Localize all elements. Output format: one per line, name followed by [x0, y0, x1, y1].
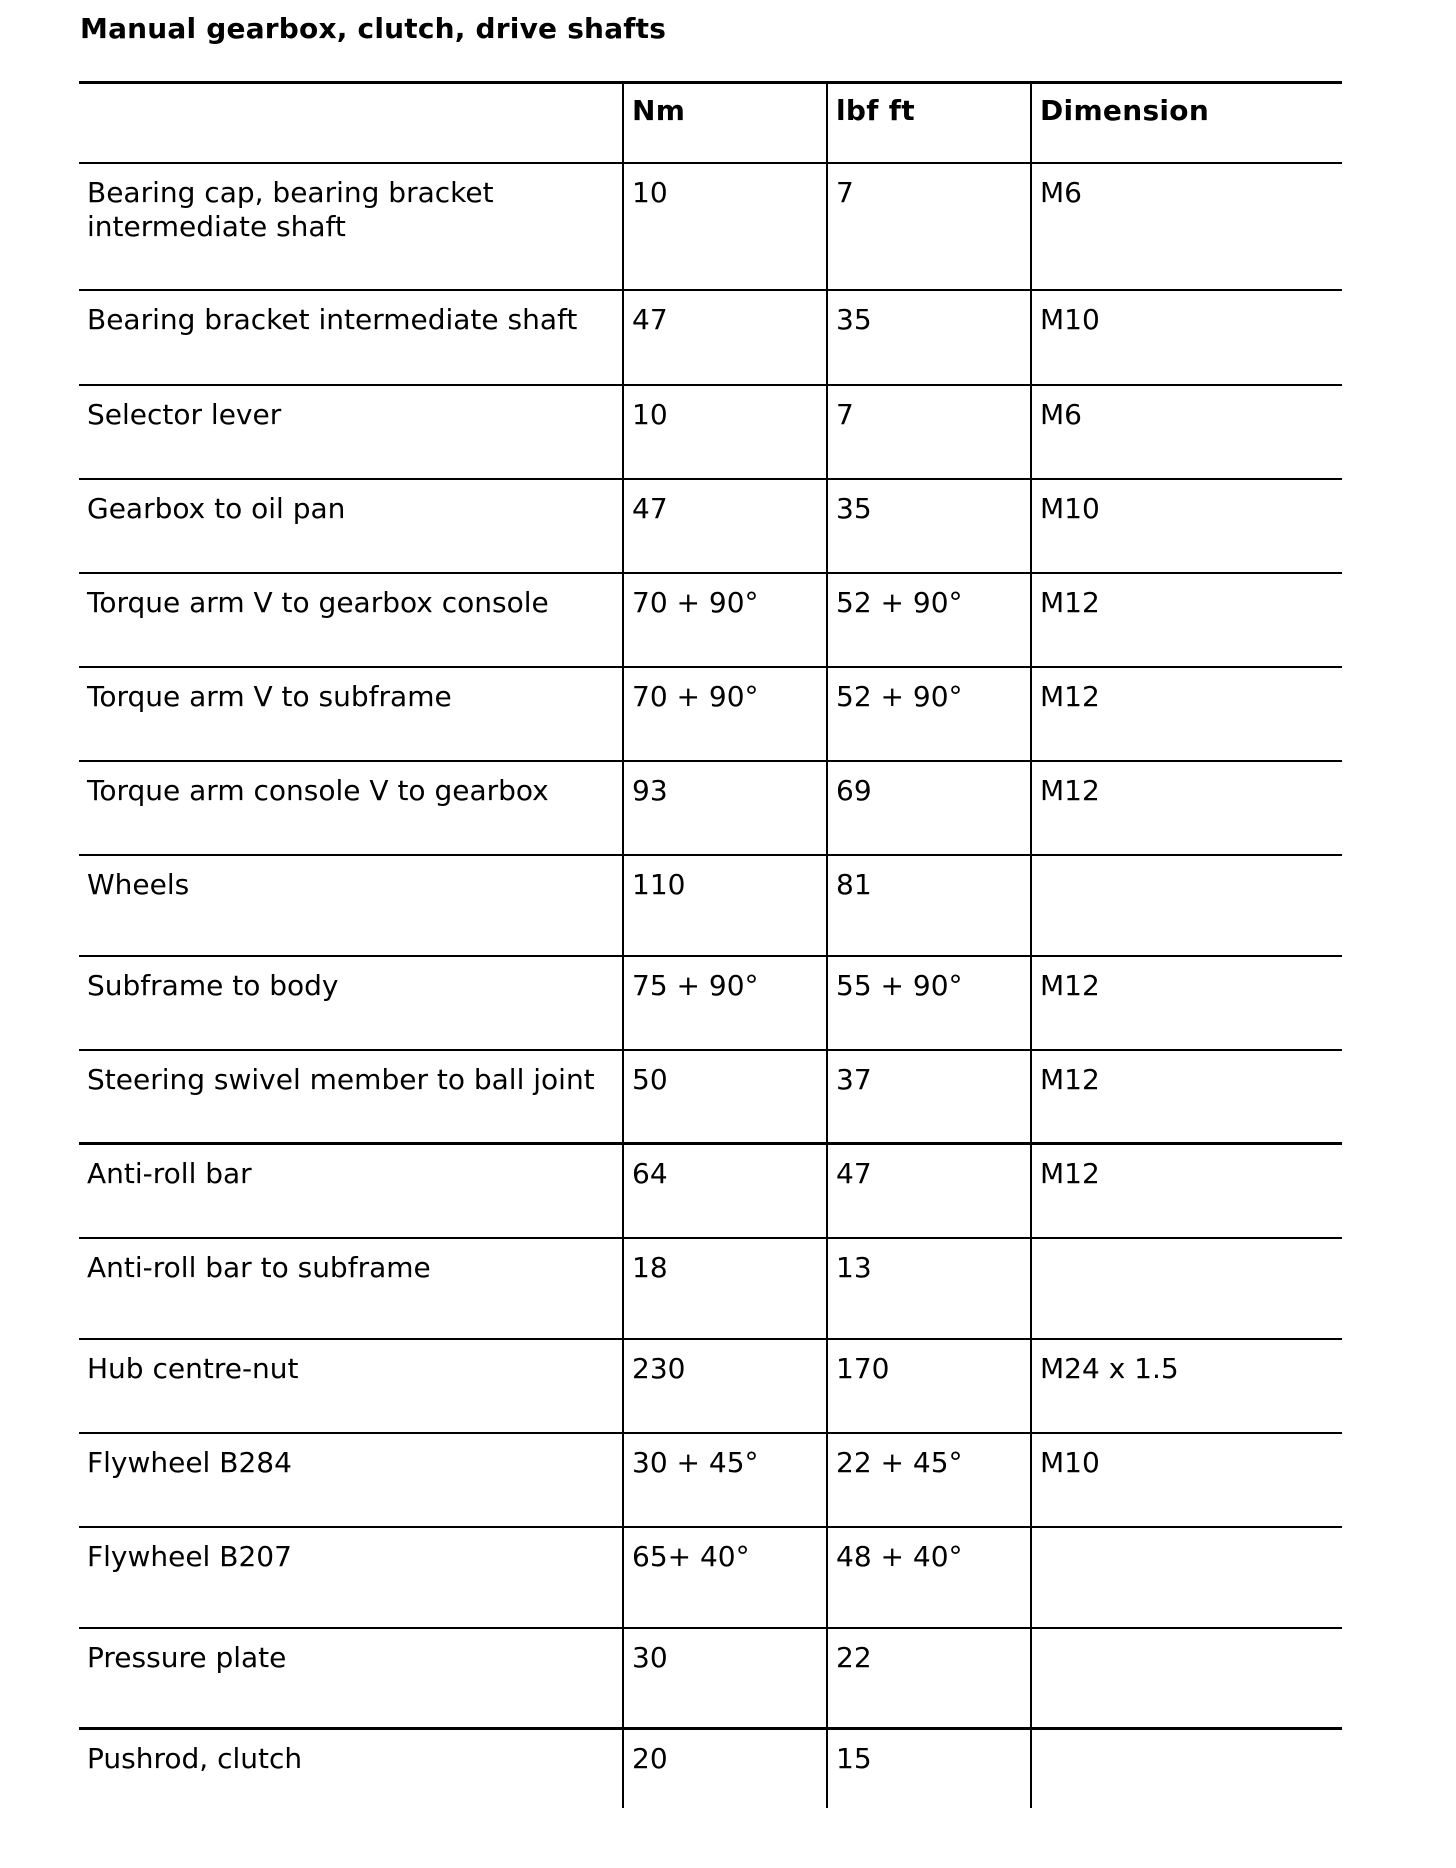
cell-description: Selector lever: [79, 385, 623, 479]
cell-lbf-ft: 37: [827, 1050, 1031, 1144]
table-row: [79, 479, 1342, 573]
cell-nm: 10: [623, 163, 827, 290]
cell-dimension: [1031, 1729, 1342, 1808]
table-row: [79, 573, 1342, 667]
cell-dimension: M12: [1031, 1050, 1342, 1144]
table-row: [79, 1050, 1342, 1144]
table-row: [79, 1628, 1342, 1729]
cell-lbf-ft: 47: [827, 1144, 1031, 1238]
header-lbf-ft: lbf ft: [827, 83, 1031, 163]
cell-description: Torque arm console V to gearbox: [79, 761, 623, 855]
cell-dimension: [1031, 1238, 1342, 1339]
cell-nm: 20: [623, 1729, 827, 1808]
cell-description: Subframe to body: [79, 956, 623, 1050]
cell-lbf-ft: 15: [827, 1729, 1031, 1808]
cell-description: Anti-roll bar: [79, 1144, 623, 1238]
table-row: [79, 1729, 1342, 1808]
cell-dimension: M10: [1031, 479, 1342, 573]
cell-nm: 93: [623, 761, 827, 855]
cell-dimension: M12: [1031, 667, 1342, 761]
cell-lbf-ft: 35: [827, 290, 1031, 385]
cell-nm: 47: [623, 479, 827, 573]
cell-lbf-ft: 22: [827, 1628, 1031, 1729]
cell-description: Pushrod, clutch: [87, 1742, 303, 1775]
table-row: [79, 163, 1342, 290]
cell-lbf-ft: 7: [827, 385, 1031, 479]
cell-dimension: [1031, 855, 1342, 956]
cell-nm: 18: [623, 1238, 827, 1339]
header-nm: Nm: [623, 83, 827, 163]
cell-dimension: [1031, 1527, 1342, 1628]
cell-description: Hub centre-nut: [79, 1339, 623, 1433]
cell-lbf-ft: 52 + 90°: [827, 667, 1031, 761]
header-dimension: Dimension: [1031, 83, 1342, 163]
cell-nm: 50: [623, 1050, 827, 1144]
table-row: [79, 761, 1342, 855]
cell-lbf-ft: 48 + 40°: [827, 1527, 1031, 1628]
cell-nm: 30 + 45°: [623, 1433, 827, 1527]
cell-description: Torque arm V to gearbox console: [79, 573, 623, 667]
table-row: [79, 1433, 1342, 1527]
torque-table: [79, 81, 1342, 1808]
table-row: [79, 1238, 1342, 1339]
cell-nm: 110: [623, 855, 827, 956]
cell-description: Torque arm V to subframe: [79, 667, 623, 761]
cell-dimension: M12: [1031, 1144, 1342, 1238]
cell-dimension: [1031, 1628, 1342, 1729]
cell-dimension: M10: [1031, 290, 1342, 385]
cell-lbf-ft: 7: [827, 163, 1031, 290]
cell-nm: 70 + 90°: [623, 667, 827, 761]
cell-description: Steering swivel member to ball joint: [79, 1050, 623, 1144]
cell-lbf-ft: 13: [827, 1238, 1031, 1339]
header-description: [79, 83, 623, 163]
cell-nm: 47: [623, 290, 827, 385]
table-row: [79, 956, 1342, 1050]
cell-description: Wheels: [79, 855, 623, 956]
cell-lbf-ft: 170: [827, 1339, 1031, 1433]
table-row: [79, 667, 1342, 761]
cell-description: Gearbox to oil pan: [79, 479, 623, 573]
table-row: [79, 1339, 1342, 1433]
table-header-row: [79, 83, 1342, 163]
table-row: [79, 290, 1342, 385]
table-row: [79, 855, 1342, 956]
cell-lbf-ft: 35: [827, 479, 1031, 573]
cell-dimension: M10: [1031, 1433, 1342, 1527]
table-row: [79, 385, 1342, 479]
cell-lbf-ft: 81: [827, 855, 1031, 956]
cell-description: Pressure plate: [79, 1628, 623, 1729]
cell-nm: 70 + 90°: [623, 573, 827, 667]
cell-nm: 65+ 40°: [623, 1527, 827, 1628]
cell-dimension: M12: [1031, 956, 1342, 1050]
table-row: [79, 1144, 1342, 1238]
cell-description: Anti-roll bar to subframe: [79, 1238, 623, 1339]
cell-dimension: M12: [1031, 573, 1342, 667]
cell-lbf-ft: 22 + 45°: [827, 1433, 1031, 1527]
cell-dimension: M6: [1031, 385, 1342, 479]
cell-description: Bearing cap, bearing bracket intermediate shaft: [79, 163, 623, 290]
cell-description: Flywheel B284: [79, 1433, 623, 1527]
cell-lbf-ft: 52 + 90°: [827, 573, 1031, 667]
cell-nm: 230: [623, 1339, 827, 1433]
cell-dimension: M12: [1031, 761, 1342, 855]
cell-nm: 75 + 90°: [623, 956, 827, 1050]
cell-description: Flywheel B207: [79, 1527, 623, 1628]
cell-dimension: M24 x 1.5: [1031, 1339, 1342, 1433]
cell-nm: 30: [623, 1628, 827, 1729]
cell-dimension: M6: [1031, 163, 1342, 290]
cell-description: Bearing bracket intermediate shaft: [79, 290, 623, 385]
cell-lbf-ft: 55 + 90°: [827, 956, 1031, 1050]
page-title: Manual gearbox, clutch, drive shafts: [80, 12, 667, 45]
cell-lbf-ft: 69: [827, 761, 1031, 855]
table-row: [79, 1527, 1342, 1628]
cell-nm: 64: [623, 1144, 827, 1238]
cell-nm: 10: [623, 385, 827, 479]
